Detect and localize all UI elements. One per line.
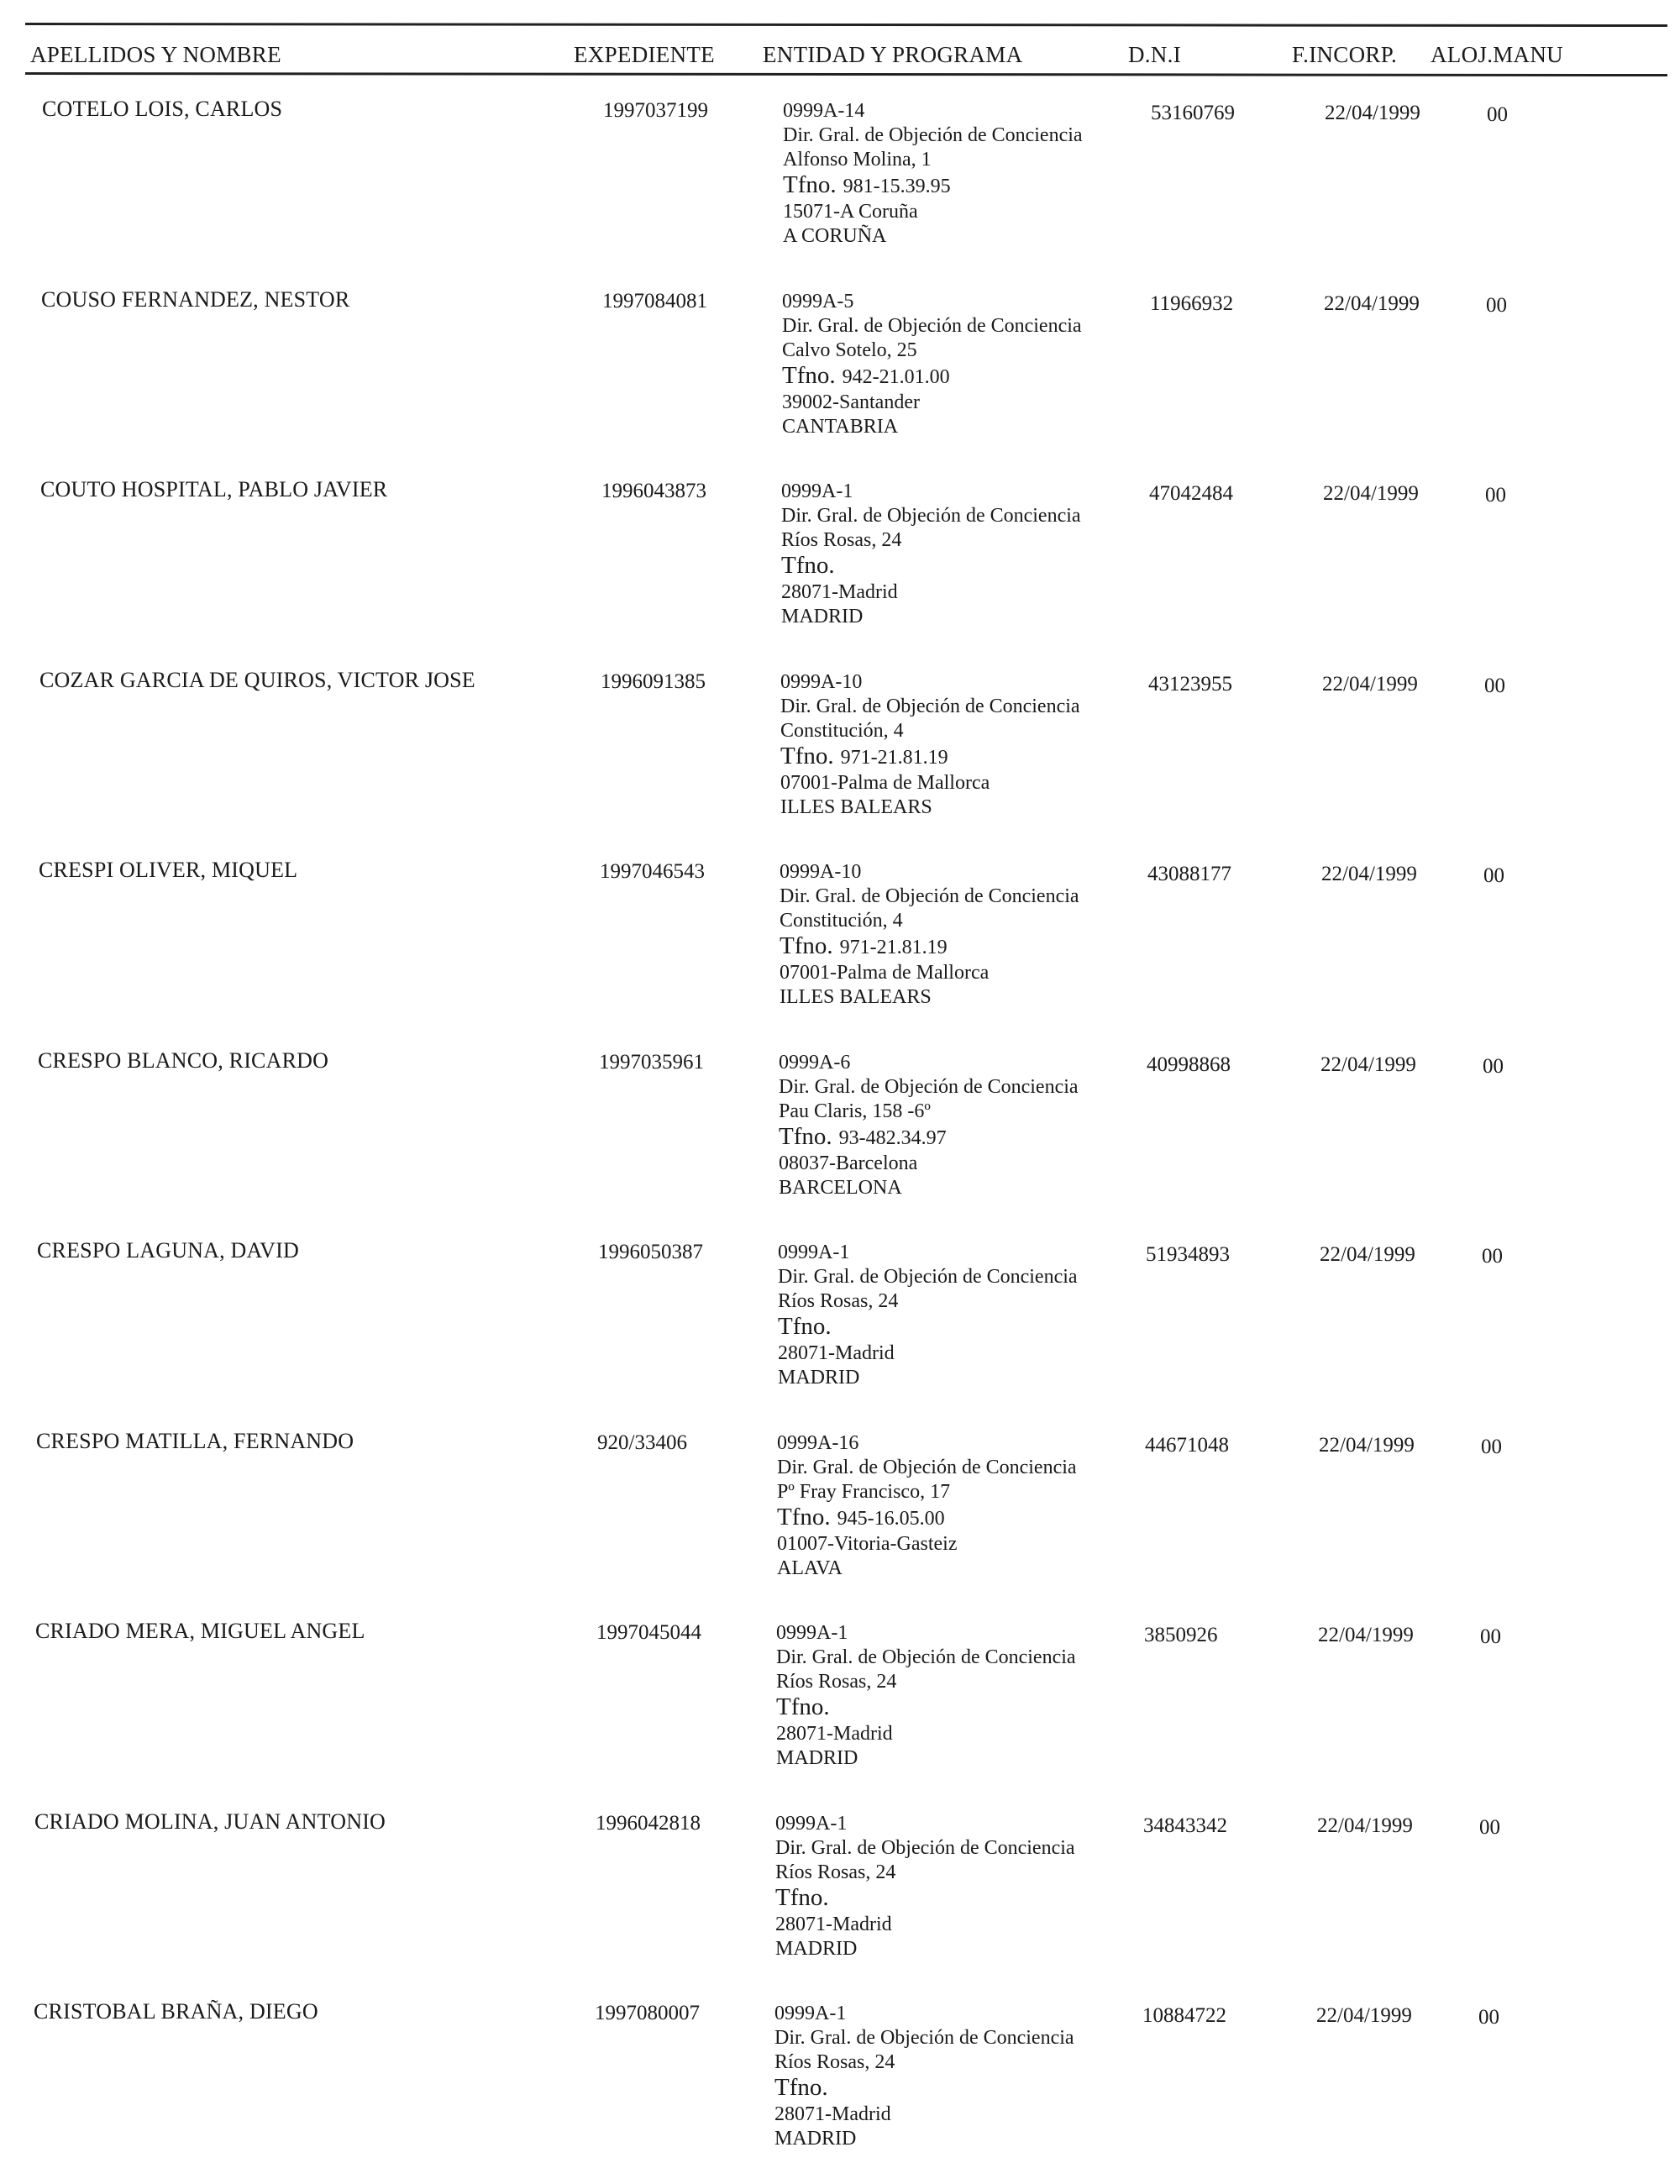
- record-program: 0999A-10: [780, 670, 863, 693]
- record-province: MADRID: [776, 1747, 858, 1769]
- record-aloj: 00: [1485, 484, 1506, 507]
- record-fincorp: 22/04/1999: [1319, 1433, 1415, 1457]
- record-name: CRIADO MERA, MIGUEL ANGEL: [35, 1619, 365, 1643]
- record-address: Alfonso Molina, 1: [783, 149, 932, 171]
- record-entity: Dir. Gral. de Objeción de Conciencia: [778, 1266, 1078, 1288]
- record-province: CANTABRIA: [782, 415, 899, 438]
- record-postal: 28071-Madrid: [781, 581, 898, 603]
- record-phone: [774, 2075, 1127, 2103]
- record-fincorp: 22/04/1999: [1323, 482, 1419, 505]
- record-postal: 28071-Madrid: [778, 1342, 895, 1364]
- record-entidad: [780, 860, 1132, 1010]
- record-aloj: 00: [1479, 1815, 1500, 1839]
- record-phone-label: Tfno.: [774, 2074, 828, 2101]
- record-entity: Dir. Gral. de Objeción de Conciencia: [781, 505, 1081, 527]
- record-expediente: 1997035961: [599, 1050, 704, 1074]
- record-expediente: 1997037199: [603, 99, 708, 122]
- record-entidad: [776, 1621, 1129, 1771]
- record-dni: 3850926: [1144, 1624, 1218, 1646]
- record-program: 0999A-10: [780, 861, 862, 883]
- record-aloj: 00: [1478, 2006, 1499, 2029]
- record-program: 0999A-1: [778, 1242, 850, 1263]
- record-phone-label: Tfno.: [776, 1693, 830, 1720]
- record-address: Ríos Rosas, 24: [776, 1671, 897, 1693]
- record-name: CRISTOBAL BRAÑA, DIEGO: [34, 1999, 318, 2024]
- record-province: ALAVA: [777, 1557, 843, 1579]
- record-province: ILLES BALEARS: [780, 795, 932, 818]
- record-row: [0, 1048, 1676, 1233]
- header-name: APELLIDOS Y NOMBRE: [30, 42, 281, 67]
- record-province: ILLES BALEARS: [780, 986, 932, 1008]
- record-entidad: [775, 1812, 1128, 1961]
- record-phone: [780, 933, 1132, 961]
- record-dni: 47042484: [1149, 482, 1233, 505]
- record-row: [0, 1999, 1672, 2184]
- record-address: Ríos Rosas, 24: [778, 1290, 899, 1312]
- record-postal: 08037-Barcelona: [779, 1152, 918, 1174]
- record-row: [0, 477, 1678, 662]
- header-entidad: ENTIDAD Y PROGRAMA: [763, 42, 1023, 67]
- record-entidad: [779, 1051, 1131, 1200]
- record-expediente: 1997084081: [602, 289, 707, 312]
- record-fincorp: 22/04/1999: [1316, 2004, 1412, 2027]
- record-row: [0, 1809, 1672, 1994]
- record-row: [0, 858, 1677, 1042]
- record-entidad: [774, 2002, 1127, 2151]
- record-entity: Dir. Gral. de Objeción de Conciencia: [782, 314, 1082, 337]
- record-dni: 43123955: [1148, 672, 1232, 696]
- record-name: CRESPO LAGUNA, DAVID: [37, 1238, 299, 1263]
- record-row: [0, 287, 1679, 472]
- record-entity: Dir. Gral. de Objeción de Conciencia: [780, 885, 1079, 907]
- record-phone-label: Tfno.: [781, 552, 835, 579]
- record-fincorp: 22/04/1999: [1320, 1243, 1415, 1266]
- record-address: Constitución, 4: [780, 719, 904, 742]
- record-expediente: 1997045044: [596, 1621, 701, 1644]
- record-program: 0999A-1: [781, 480, 853, 502]
- record-program: 0999A-5: [782, 290, 854, 312]
- record-name: COTELO LOIS, CARLOS: [42, 97, 283, 121]
- record-entity: Dir. Gral. de Objeción de Conciencia: [774, 2027, 1074, 2049]
- record-entity: Dir. Gral. de Objeción de Conciencia: [783, 124, 1083, 146]
- record-expediente: 1997046543: [600, 860, 705, 883]
- record-phone-number: 981-15.39.95: [843, 176, 951, 197]
- record-dni: 11966932: [1150, 291, 1234, 315]
- record-postal: 28071-Madrid: [775, 1913, 892, 1935]
- record-dni: 51934893: [1146, 1243, 1230, 1266]
- record-entidad: [777, 1431, 1130, 1581]
- record-address: Pau Claris, 158 -6º: [779, 1100, 931, 1122]
- record-program: 0999A-16: [777, 1431, 859, 1454]
- record-postal: 07001-Palma de Mallorca: [780, 962, 990, 984]
- record-phone: [780, 743, 1133, 771]
- record-fincorp: 22/04/1999: [1325, 102, 1420, 124]
- record-aloj: 00: [1487, 103, 1508, 126]
- record-name: CRESPI OLIVER, MIQUEL: [39, 858, 298, 882]
- record-entidad: [783, 99, 1136, 249]
- record-phone-label: Tfno.: [780, 932, 833, 959]
- record-aloj: 00: [1483, 864, 1504, 887]
- record-phone-label: Tfno.: [782, 361, 836, 389]
- record-phone-label: Tfno.: [778, 1313, 832, 1340]
- record-dni: 40998868: [1147, 1053, 1231, 1076]
- record-phone: [781, 553, 1134, 580]
- record-address: Ríos Rosas, 24: [774, 2051, 895, 2073]
- record-row: [0, 1619, 1673, 1803]
- record-row: [0, 97, 1680, 281]
- record-aloj: 00: [1484, 674, 1505, 697]
- record-phone-number: 971-21.81.19: [839, 937, 948, 958]
- record-aloj: 00: [1482, 1245, 1503, 1268]
- record-phone-number: 945-16.05.00: [837, 1507, 945, 1530]
- record-entity: Dir. Gral. de Objeción de Conciencia: [775, 1836, 1075, 1859]
- record-fincorp: 22/04/1999: [1322, 672, 1418, 696]
- record-program: 0999A-1: [775, 1812, 848, 1835]
- record-entidad: [778, 1241, 1131, 1390]
- record-entity: Dir. Gral. de Objeción de Conciencia: [776, 1646, 1076, 1668]
- record-fincorp: 22/04/1999: [1320, 1053, 1416, 1076]
- record-name: CRESPO MATILLA, FERNANDO: [36, 1428, 354, 1453]
- record-entity: Dir. Gral. de Objeción de Conciencia: [777, 1456, 1077, 1478]
- record-name: CRIADO MOLINA, JUAN ANTONIO: [34, 1809, 386, 1834]
- record-phone: [783, 172, 1136, 200]
- record-dni: 34843342: [1143, 1814, 1227, 1837]
- record-row: [0, 1429, 1674, 1614]
- record-address: Constitución, 4: [780, 910, 903, 932]
- record-aloj: 00: [1483, 1054, 1504, 1078]
- record-expediente: 1997080007: [595, 2002, 700, 2024]
- record-fincorp: 22/04/1999: [1321, 863, 1417, 885]
- record-postal: 01007-Vitoria-Gasteiz: [777, 1532, 958, 1555]
- record-dni: 10884722: [1142, 2004, 1226, 2027]
- record-postal: 15071-A Coruña: [783, 201, 918, 223]
- record-phone-label: Tfno.: [783, 171, 837, 198]
- record-aloj: 00: [1480, 1625, 1501, 1648]
- record-province: MADRID: [778, 1367, 860, 1389]
- record-expediente: 1996042818: [596, 1811, 701, 1835]
- record-name: COZAR GARCIA DE QUIROS, VICTOR JOSE: [39, 667, 475, 692]
- record-address: Ríos Rosas, 24: [775, 1861, 896, 1883]
- record-program: 0999A-6: [779, 1051, 851, 1074]
- record-phone: [776, 1694, 1129, 1722]
- record-expediente: 920/33406: [597, 1431, 687, 1454]
- record-phone: [777, 1504, 1130, 1532]
- record-dni: 44671048: [1145, 1433, 1229, 1457]
- record-phone-label: Tfno.: [775, 1883, 829, 1911]
- record-fincorp: 22/04/1999: [1318, 1624, 1414, 1646]
- header-expediente: EXPEDIENTE: [574, 42, 715, 67]
- record-row: [0, 668, 1677, 853]
- record-province: BARCELONA: [779, 1176, 902, 1199]
- record-address: Ríos Rosas, 24: [781, 529, 902, 551]
- record-address: Calvo Sotelo, 25: [782, 339, 917, 361]
- record-program: 0999A-1: [774, 2003, 847, 2024]
- record-phone-number: 942-21.01.00: [842, 365, 950, 388]
- record-province: MADRID: [774, 2128, 857, 2150]
- record-name: COUTO HOSPITAL, PABLO JAVIER: [40, 477, 388, 501]
- record-province: MADRID: [775, 1937, 858, 1960]
- record-postal: 28071-Madrid: [776, 1723, 893, 1745]
- record-aloj: 00: [1481, 1435, 1502, 1458]
- record-phone: [778, 1314, 1131, 1341]
- record-expediente: 1996043873: [601, 480, 706, 502]
- record-dni: 43088177: [1147, 863, 1231, 885]
- record-row: [0, 1238, 1675, 1423]
- record-program: 0999A-1: [776, 1622, 848, 1644]
- record-phone-number: 93-482.34.97: [838, 1126, 947, 1149]
- header-dni: D.N.I: [1128, 42, 1181, 67]
- record-expediente: 1996091385: [601, 669, 706, 693]
- record-address: Pº Fray Francisco, 17: [777, 1480, 951, 1503]
- header-aloj: ALOJ.MANU: [1431, 42, 1563, 67]
- record-dni: 53160769: [1151, 102, 1235, 124]
- record-name: CRESPO BLANCO, RICARDO: [38, 1047, 329, 1073]
- record-province: A CORUÑA: [783, 225, 887, 247]
- record-fincorp: 22/04/1999: [1317, 1814, 1413, 1837]
- record-entidad: [780, 670, 1133, 820]
- record-phone-label: Tfno.: [779, 1122, 832, 1150]
- record-aloj: 00: [1486, 293, 1507, 317]
- record-entity: Dir. Gral. de Objeción de Conciencia: [780, 695, 1080, 717]
- record-entidad: [781, 480, 1134, 629]
- record-phone: [782, 363, 1135, 391]
- record-expediente: 1996050387: [598, 1241, 703, 1263]
- record-phone-label: Tfno.: [777, 1503, 831, 1530]
- record-phone-number: 971-21.81.19: [840, 746, 948, 769]
- record-phone: [775, 1885, 1128, 1913]
- record-province: MADRID: [781, 606, 864, 627]
- record-postal: 39002-Santander: [782, 391, 920, 413]
- record-phone: [779, 1124, 1131, 1152]
- record-postal: 28071-Madrid: [774, 2103, 891, 2125]
- record-entidad: [782, 290, 1135, 439]
- record-program: 0999A-14: [783, 100, 865, 122]
- record-fincorp: 22/04/1999: [1324, 291, 1420, 315]
- record-name: COUSO FERNANDEZ, NESTOR: [41, 286, 350, 312]
- record-phone-label: Tfno.: [780, 742, 834, 769]
- record-entity: Dir. Gral. de Objeción de Conciencia: [779, 1075, 1079, 1098]
- record-postal: 07001-Palma de Mallorca: [780, 771, 990, 794]
- header-fincorp: F.INCORP.: [1292, 42, 1398, 67]
